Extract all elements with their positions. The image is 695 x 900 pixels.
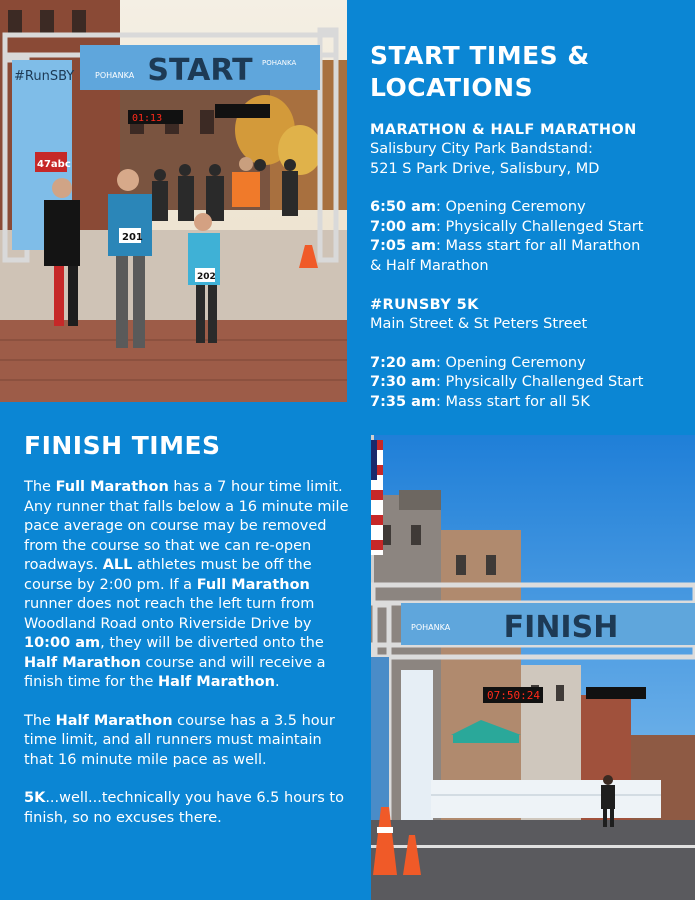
start-times-title — [370, 40, 680, 104]
schedule-time: 7:20 am — [370, 354, 437, 371]
paragraph-text: . — [274, 674, 280, 690]
start-line-illustration — [0, 0, 347, 402]
paragraph-text: ...well...technically you have 6.5 hours to finish, so no excuses there. — [24, 790, 344, 826]
finish-paragraph-2 — [24, 712, 354, 771]
start-times-section — [370, 40, 680, 412]
finish-sponsor-text: POHANKA — [411, 623, 451, 632]
start-line-photo — [0, 0, 347, 402]
finish-times-section — [24, 430, 354, 828]
schedule-text: : Mass start for all 5K — [436, 393, 590, 410]
schedule-text: : Mass start for all Marathon — [436, 238, 641, 254]
paragraph-text: runner does not reach the left turn from Woodland Road onto Riverside Drive by — [24, 596, 315, 632]
marathon-location-line2: 521 S Park Drive, Salisbury, MD — [370, 160, 600, 177]
sponsor-text: POHANKA — [95, 71, 135, 80]
paragraph-text: The — [24, 712, 56, 729]
schedule-time: 6:50 am — [370, 199, 437, 215]
start-times-title-line2: LOCATIONS — [370, 73, 534, 102]
emphasis-text: Full Marathon — [196, 576, 310, 593]
schedule-time: 7:35 am — [370, 393, 437, 410]
bib-201: 201 — [122, 232, 143, 243]
schedule-continuation: & Half Marathon — [370, 257, 489, 274]
marathon-heading: MARATHON & HALF MARATHON — [370, 122, 637, 138]
bib-202: 202 — [197, 272, 216, 282]
schedule-text: : Opening Ceremony — [436, 199, 586, 215]
paragraph-text: , they will be diverted onto the — [100, 635, 324, 651]
finish-banner-text: FINISH — [503, 610, 619, 645]
start-banner-text: START — [147, 53, 253, 88]
finish-paragraph-1 — [24, 478, 354, 693]
fivek-location: Main Street & St Peters Street — [370, 316, 588, 332]
emphasis-text: ALL — [102, 557, 133, 573]
paragraph-text: athletes must be off the course by 2:00 pm. If a — [24, 557, 312, 593]
finish-paragraph-3 — [24, 789, 354, 828]
schedule-item — [370, 237, 680, 257]
schedule-time: 7:05 am — [370, 238, 437, 254]
schedule-time: 7:00 am — [370, 218, 437, 235]
finish-clock-text: 07:50:24 — [487, 689, 540, 702]
emphasis-text: 10:00 am — [24, 635, 101, 651]
start-clock-text: 01:13 — [132, 113, 163, 124]
emphasis-text: Half Marathon — [24, 654, 141, 671]
start-times-title-line1: START TIMES & — [370, 41, 590, 70]
finish-line-illustration — [371, 435, 695, 900]
finish-times-title: FINISH TIMES — [24, 431, 221, 460]
schedule-item — [370, 373, 680, 393]
schedule-text: : Physically Challenged Start — [436, 218, 644, 235]
emphasis-text: Half Marathon — [55, 712, 173, 729]
tv-logo-text: 47abc — [37, 159, 71, 170]
emphasis-text: Half Marathon — [158, 674, 275, 690]
schedule-item — [370, 198, 680, 218]
paragraph-text: has a 7 hour time limit. Any runner that falls below a 16 minute mile pace average on course may be removed from the course so that we can re-open roadways. — [24, 479, 349, 573]
schedule-text: : Opening Ceremony — [436, 354, 586, 371]
schedule-time: 7:30 am — [370, 374, 437, 390]
finish-line-photo — [371, 435, 695, 900]
paragraph-text: course and will receive a finish time for the — [24, 654, 326, 690]
paragraph-text: The — [24, 479, 56, 495]
schedule-text: : Physically Challenged Start — [436, 374, 644, 390]
marathon-location-line1: Salisbury City Park Bandstand: — [370, 141, 593, 157]
schedule-item — [370, 218, 680, 238]
sponsor-text-right: POHANKA — [262, 59, 297, 67]
schedule-item — [370, 354, 680, 374]
emphasis-text: 5K — [24, 790, 46, 806]
fivek-heading: #RUNSBY 5K — [370, 297, 479, 313]
emphasis-text: Full Marathon — [55, 479, 169, 495]
schedule-item — [370, 393, 680, 413]
paragraph-text: course has a 3.5 hour time limit, and all runners must maintain that 16 minute mile pace as well. — [24, 712, 335, 768]
hashtag-text: #RunSBY — [14, 69, 75, 84]
